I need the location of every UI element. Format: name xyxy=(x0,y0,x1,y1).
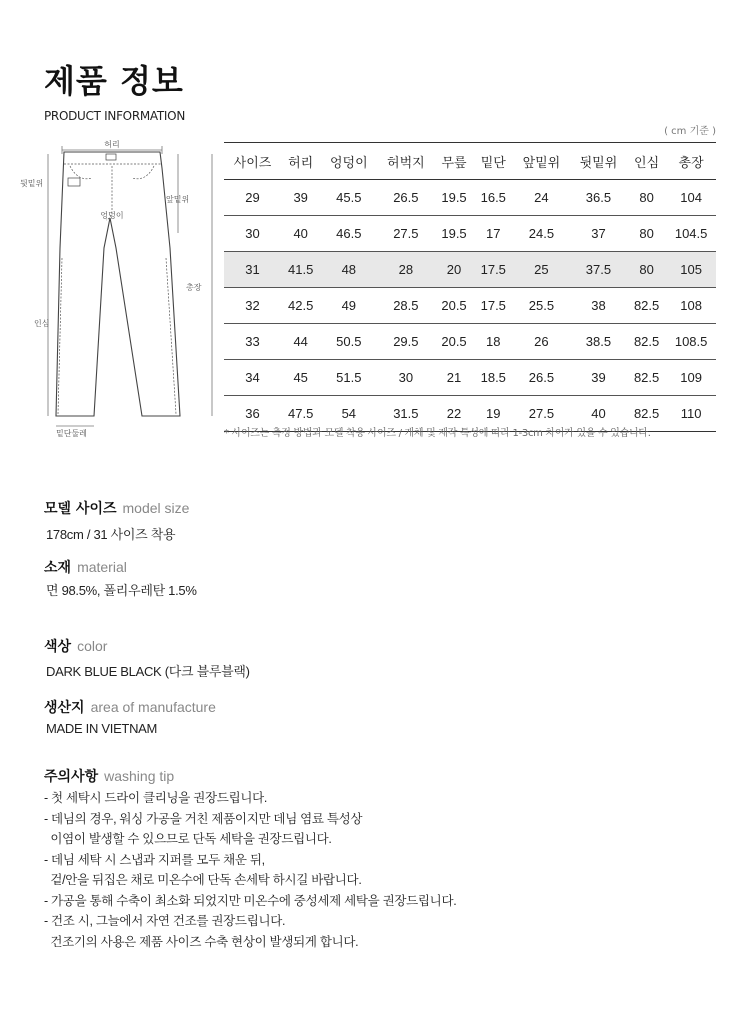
jeans-diagram xyxy=(20,138,220,438)
table-cell: 17.5 xyxy=(474,252,513,288)
table-cell: 48 xyxy=(320,252,377,288)
page-subtitle: PRODUCT INFORMATION xyxy=(44,109,185,123)
table-cell: 104.5 xyxy=(666,216,716,252)
table-cell: 80 xyxy=(627,216,666,252)
table-cell: 104 xyxy=(666,180,716,216)
table-row xyxy=(224,252,716,288)
column-header: 허벅지 xyxy=(377,143,434,180)
color-heading xyxy=(44,636,107,656)
table-cell: 27.5 xyxy=(377,216,434,252)
washing-label: 주의사항 xyxy=(44,769,99,785)
table-cell: 51.5 xyxy=(320,360,377,396)
color-value: DARK BLUE BLACK (다크 블루블랙) xyxy=(46,664,250,679)
table-cell: 24 xyxy=(513,180,570,216)
table-cell: 82.5 xyxy=(627,360,666,396)
table-cell: 20 xyxy=(434,252,473,288)
washing-tips xyxy=(44,788,456,952)
size-table-header xyxy=(224,143,716,180)
material-label: 소재 xyxy=(44,560,72,576)
table-cell: 25 xyxy=(513,252,570,288)
table-cell: 25.5 xyxy=(513,288,570,324)
table-cell: 40 xyxy=(570,396,627,432)
table-cell: 82.5 xyxy=(627,288,666,324)
table-cell: 36 xyxy=(224,396,281,432)
table-row xyxy=(224,288,716,324)
origin-heading xyxy=(44,697,216,717)
table-cell: 18 xyxy=(474,324,513,360)
table-cell: 50.5 xyxy=(320,324,377,360)
table-cell: 19.5 xyxy=(434,180,473,216)
table-cell: 19.5 xyxy=(434,216,473,252)
table-cell: 46.5 xyxy=(320,216,377,252)
table-cell: 54 xyxy=(320,396,377,432)
table-cell: 16.5 xyxy=(474,180,513,216)
table-cell: 110 xyxy=(666,396,716,432)
table-cell: 29 xyxy=(224,180,281,216)
table-cell: 38.5 xyxy=(570,324,627,360)
table-cell: 38 xyxy=(570,288,627,324)
column-header: 총장 xyxy=(666,143,716,180)
table-cell: 108.5 xyxy=(666,324,716,360)
table-cell: 30 xyxy=(377,360,434,396)
washing-tip-line: - 데님 세탁 시 스냅과 지퍼를 모두 채운 뒤, xyxy=(44,852,265,867)
column-header: 뒷밑위 xyxy=(570,143,627,180)
table-cell: 36.5 xyxy=(570,180,627,216)
origin-label: 생산지 xyxy=(44,700,85,716)
table-cell: 82.5 xyxy=(627,396,666,432)
size-table-body xyxy=(224,180,716,432)
washing-tip-line: 건조기의 사용은 제품 사이즈 수축 현상이 발생되게 합니다. xyxy=(44,934,359,949)
table-cell: 21 xyxy=(434,360,473,396)
table-cell: 22 xyxy=(434,396,473,432)
column-header: 엉덩이 xyxy=(320,143,377,180)
label-total-length: 총장 xyxy=(186,283,202,292)
table-cell: 40 xyxy=(281,216,320,252)
jeans-outline xyxy=(56,152,180,416)
table-cell: 80 xyxy=(627,252,666,288)
table-cell: 28 xyxy=(377,252,434,288)
washing-heading xyxy=(44,766,174,786)
origin-value: MADE IN VIETNAM xyxy=(46,721,158,736)
table-cell: 29.5 xyxy=(377,324,434,360)
table-row xyxy=(224,324,716,360)
color-label: 색상 xyxy=(44,639,72,655)
size-note: * 사이즈는 측정 방법과 모델 착용 사이즈 / 개체 및 제작 특성에 따라 1-3cm 차이가 있을 수 있습니다. xyxy=(224,428,651,439)
table-row xyxy=(224,216,716,252)
table-cell: 34 xyxy=(224,360,281,396)
table-cell: 31.5 xyxy=(377,396,434,432)
table-cell: 39 xyxy=(281,180,320,216)
material-label-en: material xyxy=(77,559,127,575)
table-cell: 18.5 xyxy=(474,360,513,396)
washing-tip-line: - 데님의 경우, 워싱 가공을 거친 제품이지만 데님 염료 특성상 xyxy=(44,811,363,826)
table-cell: 30 xyxy=(224,216,281,252)
table-cell: 37 xyxy=(570,216,627,252)
washing-tip-line: - 가공을 통해 수축이 최소화 되었지만 미온수에 중성세제 세탁을 권장드립니다. xyxy=(44,893,457,908)
label-back-rise: 뒷밑위 xyxy=(20,179,44,188)
table-cell: 26.5 xyxy=(377,180,434,216)
washing-label-en: washing tip xyxy=(104,768,175,784)
label-inseam: 인심 xyxy=(34,319,50,328)
table-cell: 33 xyxy=(224,324,281,360)
model-size-label-en: model size xyxy=(122,500,190,516)
table-cell: 17.5 xyxy=(474,288,513,324)
table-cell: 26.5 xyxy=(513,360,570,396)
table-cell: 27.5 xyxy=(513,396,570,432)
table-cell: 31 xyxy=(224,252,281,288)
table-cell: 20.5 xyxy=(434,324,473,360)
label-waist: 허리 xyxy=(104,140,120,149)
table-cell: 19 xyxy=(474,396,513,432)
table-cell: 49 xyxy=(320,288,377,324)
table-cell: 105 xyxy=(666,252,716,288)
table-cell: 44 xyxy=(281,324,320,360)
column-header: 인심 xyxy=(627,143,666,180)
origin-label-en: area of manufacture xyxy=(90,699,216,715)
table-cell: 32 xyxy=(224,288,281,324)
column-header: 무릎 xyxy=(434,143,473,180)
table-cell: 17 xyxy=(474,216,513,252)
washing-tip-line: - 첫 세탁시 드라이 클리닝을 권장드립니다. xyxy=(44,791,268,805)
washing-tip-line: 겉/안을 뒤집은 채로 미온수에 단독 손세탁 하시길 바랍니다. xyxy=(44,873,362,887)
label-hem: 밑단둘레 xyxy=(56,429,87,438)
table-cell: 109 xyxy=(666,360,716,396)
table-cell: 28.5 xyxy=(377,288,434,324)
label-hip: 엉덩이 xyxy=(100,211,124,220)
material-heading xyxy=(44,557,127,577)
table-cell: 108 xyxy=(666,288,716,324)
column-header: 사이즈 xyxy=(224,143,281,180)
washing-tip-line: 이염이 발생할 수 있으므로 단독 세탁을 권장드립니다. xyxy=(44,832,332,846)
table-cell: 20.5 xyxy=(434,288,473,324)
table-cell: 82.5 xyxy=(627,324,666,360)
washing-tip-line: - 건조 시, 그늘에서 자연 건조를 권장드립니다. xyxy=(44,914,286,928)
table-cell: 47.5 xyxy=(281,396,320,432)
table-cell: 41.5 xyxy=(281,252,320,288)
table-row xyxy=(224,180,716,216)
table-cell: 39 xyxy=(570,360,627,396)
column-header: 허리 xyxy=(281,143,320,180)
material-value: 면 98.5%, 폴리우레탄 1.5% xyxy=(46,583,197,598)
model-size-label: 모델 사이즈 xyxy=(44,501,117,517)
label-front-rise: 앞밑위 xyxy=(166,195,190,204)
table-cell: 26 xyxy=(513,324,570,360)
table-cell: 45.5 xyxy=(320,180,377,216)
page-title: 제품 정보 xyxy=(44,62,184,100)
table-cell: 80 xyxy=(627,180,666,216)
table-cell: 37.5 xyxy=(570,252,627,288)
table-cell: 42.5 xyxy=(281,288,320,324)
size-table xyxy=(224,142,716,432)
table-row xyxy=(224,360,716,396)
model-size-value: 178cm / 31 사이즈 착용 xyxy=(46,527,176,542)
color-label-en: color xyxy=(77,638,108,654)
column-header: 밑단 xyxy=(474,143,513,180)
unit-note: ( cm 기준 ) xyxy=(664,126,716,137)
column-header: 앞밑위 xyxy=(513,143,570,180)
table-cell: 24.5 xyxy=(513,216,570,252)
model-size-heading xyxy=(44,498,189,518)
table-cell: 45 xyxy=(281,360,320,396)
